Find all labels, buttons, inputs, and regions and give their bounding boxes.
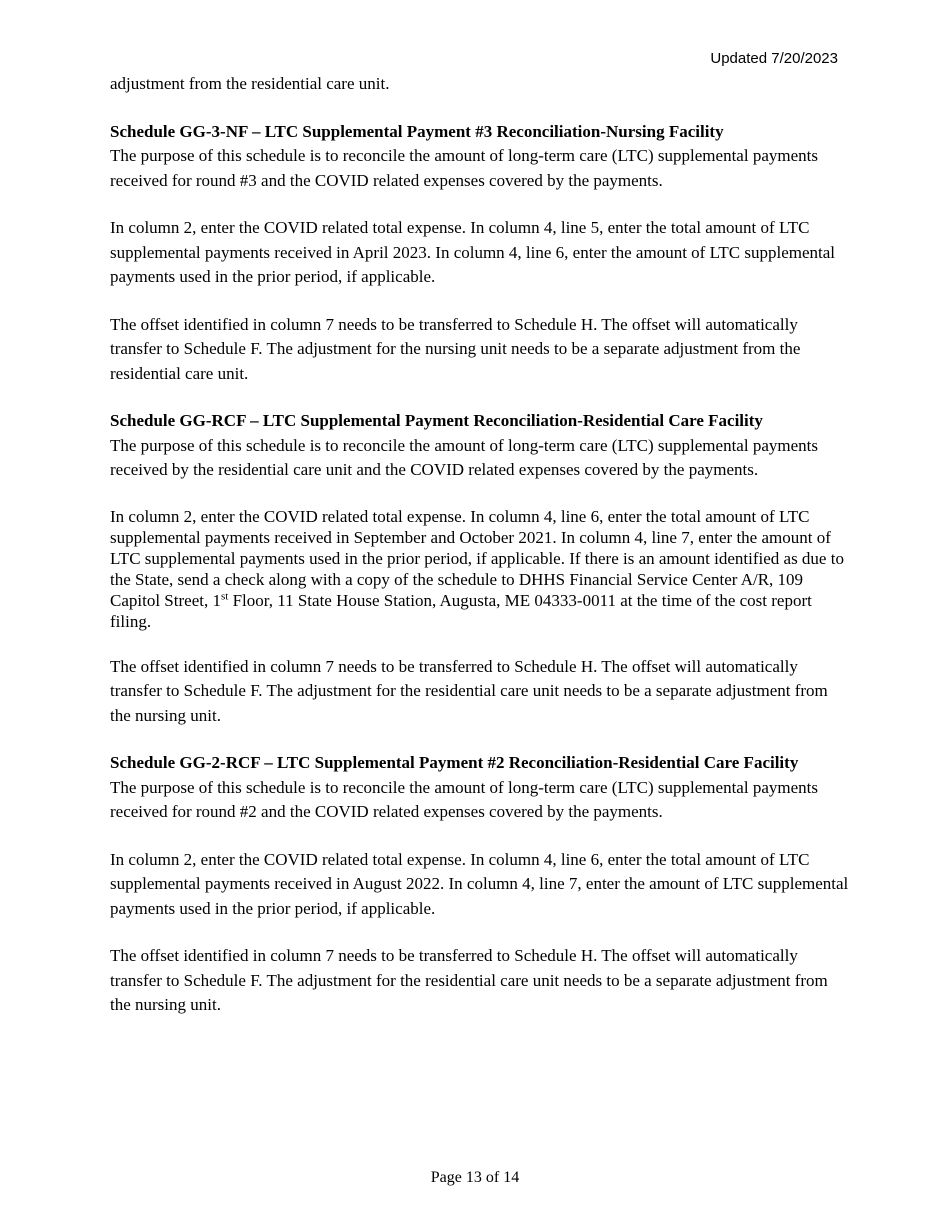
offset-paragraph: The offset identified in column 7 needs to be transferred to Schedule H. The offset will automatically transfer to Schedule F. The adjustment for the residential care unit needs to be a separate adjustment from the nursing unit. xyxy=(110,656,828,725)
purpose-paragraph: The purpose of this schedule is to reconcile the amount of long-term care (LTC) supplemental payments received by the residential care unit and the COVID related expenses covered by the payments. xyxy=(110,435,818,479)
ordinal-suffix: st xyxy=(220,589,229,602)
purpose-paragraph: The purpose of this schedule is to reconcile the amount of long-term care (LTC) supplemental payments received for round #3 and the COVID related expenses covered by the payments. xyxy=(110,146,818,190)
intro-text: adjustment from the residential care unit. xyxy=(110,74,390,93)
columns-text-part2: Floor, 11 State House Station, Augusta, ME 04333-0011 at the time of the cost report filing. xyxy=(110,590,812,631)
offset-paragraph: The offset identified in column 7 needs to be transferred to Schedule H. The offset will automatically transfer to Schedule F. The adjustment for the nursing unit needs to be a separate adjustment from the residential care unit. xyxy=(110,314,801,383)
document-body xyxy=(110,72,850,1018)
updated-date: Updated 7/20/2023 xyxy=(710,50,838,67)
section-heading-gg-rcf: Schedule GG-RCF – LTC Supplemental Payment Reconciliation-Residential Care Facility xyxy=(110,411,763,430)
columns-paragraph xyxy=(110,506,850,632)
page-number: Page 13 of 14 xyxy=(430,1169,520,1186)
offset-paragraph: The offset identified in column 7 needs to be transferred to Schedule H. The offset will automatically transfer to Schedule F. The adjustment for the residential care unit needs to be a separate adjustment from the nursing unit. xyxy=(110,946,828,1014)
section-heading-gg-3-nf: Schedule GG-3-NF – LTC Supplemental Payment #3 Reconciliation-Nursing Facility xyxy=(110,121,724,141)
columns-text-part1: In column 2, enter the COVID related total expense. In column 4, line 6, enter the total amount of LTC supplemental payments received in September and October 2021. In column 4, line 7, enter the amount of LTC supplemental payments used in the prior period, if applicable. If there is an amount identified as due to the State, send a check along with a copy of the schedule to DHHS Financial Service Center A/R, 109 Capitol Street, 1 xyxy=(110,506,844,610)
purpose-paragraph: The purpose of this schedule is to reconcile the amount of long-term care (LTC) supplemental payments received for round #2 and the COVID related expenses covered by the payments. xyxy=(110,777,818,821)
section-heading-gg-2-rcf: Schedule GG-2-RCF – LTC Supplemental Payment #2 Reconciliation-Residential Care Facility xyxy=(110,753,799,772)
columns-paragraph: In column 2, enter the COVID related total expense. In column 4, line 6, enter the total amount of LTC supplemental payments received in August 2022. In column 4, line 7, enter the amount of LTC supplemental payments used in the prior period, if applicable. xyxy=(110,849,849,918)
columns-paragraph: In column 2, enter the COVID related total expense. In column 4, line 5, enter the total amount of LTC supplemental payments received in April 2023. In column 4, line 6, enter the amount of LTC supplemental payments used in the prior period, if applicable. xyxy=(110,218,836,286)
